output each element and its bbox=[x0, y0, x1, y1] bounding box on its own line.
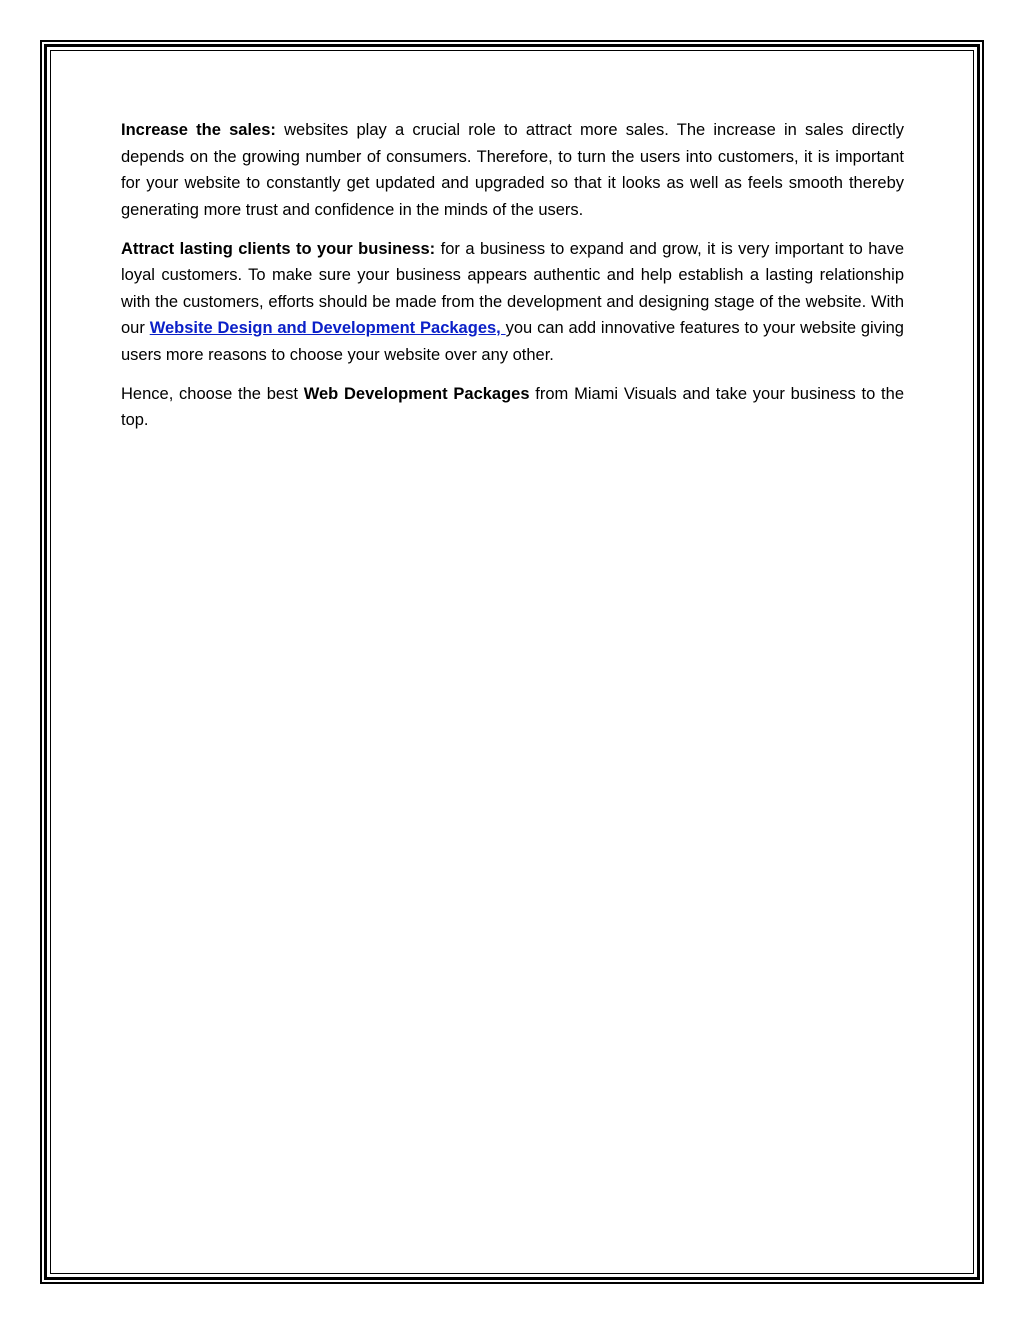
paragraph-text: for a business to expand and grow, it is very important to have loyal customers. To make sure your business appears authentic and help establish a lasting relationship with the customers, efforts should be made from the development and designing stage of the website. With our bbox=[121, 239, 905, 337]
paragraph-text: Hence, choose the best bbox=[121, 384, 304, 403]
paragraph-increase-sales bbox=[121, 117, 904, 223]
heading-increase-sales: Increase the sales: bbox=[121, 121, 276, 139]
document-body bbox=[121, 117, 904, 446]
paragraph-text: you can add innovative features to your website giving users more reasons to choose your website over any other. bbox=[121, 319, 904, 364]
paragraph-text: from Miami Visuals and take your business to the top. bbox=[121, 384, 904, 429]
web-development-packages-bold: Web Development Packages bbox=[303, 384, 530, 403]
heading-attract-clients: Attract lasting clients to your business: bbox=[121, 239, 436, 258]
website-design-packages-link[interactable]: Website Design and Development Packages, bbox=[149, 319, 506, 337]
paragraph-attract-clients bbox=[121, 236, 904, 369]
paragraph-text: websites play a crucial role to attract more sales. The increase in sales directly depends on the growing number of consumers. Therefore, to turn the users into customers, it is important for your website to constantly get updated and upgraded so that it looks as well as feels smooth thereby generating more trust and confidence in the minds of the users. bbox=[121, 121, 904, 219]
paragraph-conclusion bbox=[121, 381, 904, 434]
